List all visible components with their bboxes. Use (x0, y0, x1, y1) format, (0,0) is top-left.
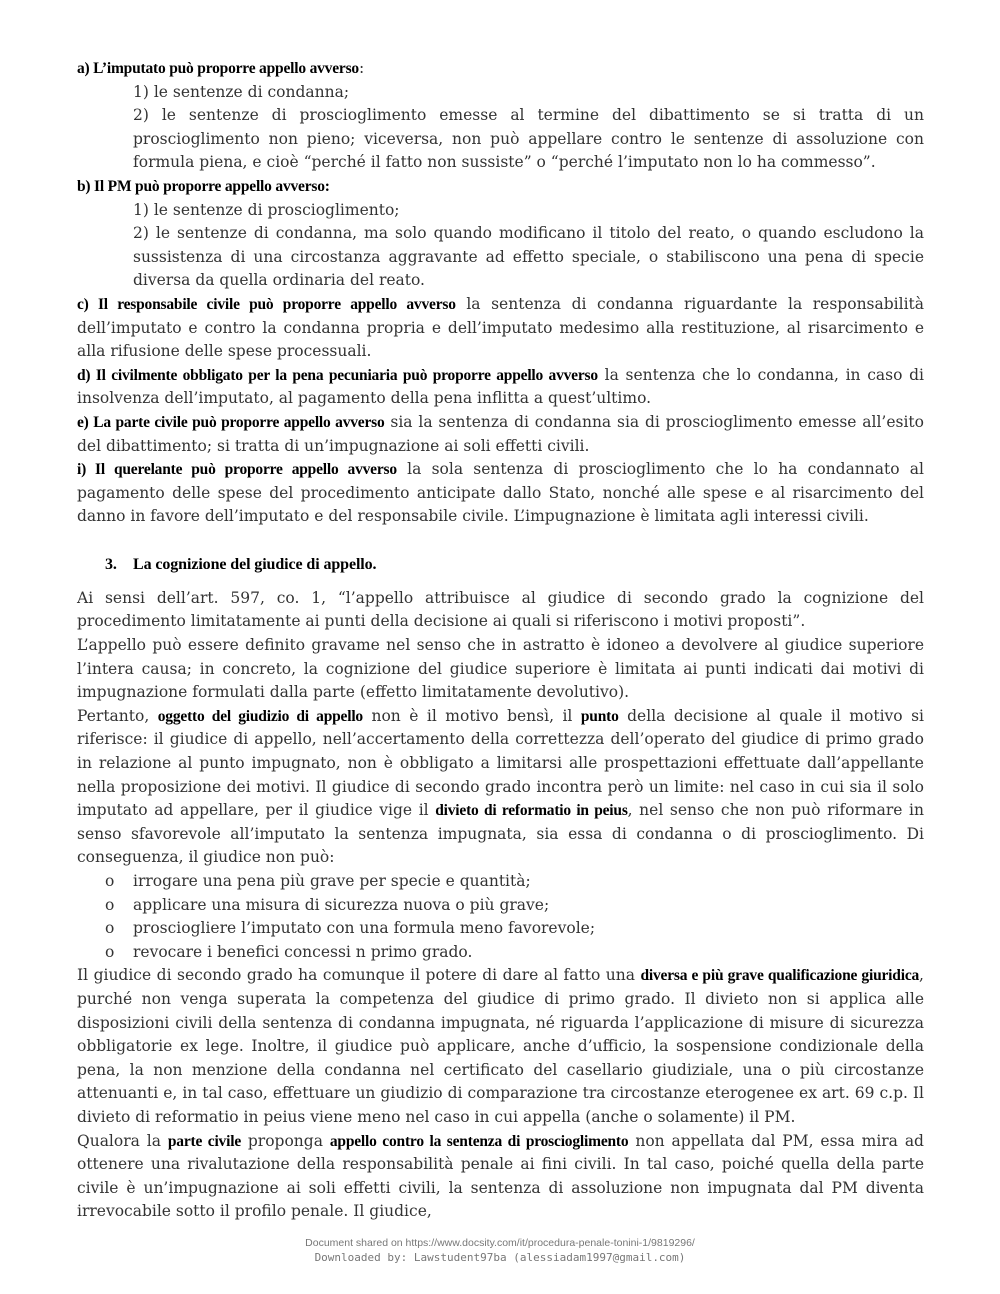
section-c-text: la sentenza di condanna riguardante la responsabilità dell’imputato e contro la condanna propria e dell’imputato medesimo alla restituzione, al risarcimento e alla rifusione delle spese processuali. (77, 294, 925, 361)
section-b-item-2: 2) le sentenze di condanna, ma solo quando modificano il titolo del reato, o quando escludono la sussistenza di una circostanza aggravante ad effetto speciale, o stabiliscono una pena di specie diversa da quella ordinaria del reato. (133, 224, 924, 290)
p3-text-2: non è il motivo bensì, il (362, 706, 581, 725)
p5-bold-2: appello contro la sentenza di proscioglimento (329, 1132, 629, 1150)
section-heading-title: La cognizione del giudice di appello. (133, 555, 377, 573)
section-i-paragraph (77, 458, 924, 529)
section-d-lead: d) Il civilmente obbligato per la pena pecuniaria può proporre appello avverso (77, 366, 598, 384)
body-paragraph-5 (77, 1130, 924, 1224)
body-paragraph-3 (77, 705, 924, 870)
footer-downloaded-by: Downloaded by: Lawstudent97ba (alessiadam1997@gmail.com) (314, 1251, 686, 1264)
section-b-heading (77, 175, 924, 199)
p5-bold-1: parte civile (167, 1132, 241, 1150)
section-b-item-1: 1) le sentenze di proscioglimento; (133, 200, 400, 219)
list-item (77, 894, 924, 918)
list-item-text: irrogare una pena più grave per specie e quantità; (133, 872, 531, 890)
list-item (77, 917, 924, 941)
p5-text-1: Qualora la (77, 1131, 168, 1150)
p3-text-1: Pertanto, (77, 706, 158, 725)
footer-shared-link[interactable]: Document shared on https://www.docsity.com/it/procedura-penale-tonini-1/9819296/ (305, 1237, 695, 1249)
body-paragraph-2: L’appello può essere definito gravame nel senso che in astratto è idoneo a devolvere al giudice superiore l’intera causa; in concreto, la cognizione del giudice superiore è limitata ai punti indicati dai motivi di impugnazione formulati dalla parte (effetto limitatamente devolutivo). (77, 636, 924, 702)
section-a-tail: : (358, 59, 365, 77)
section-heading (77, 553, 924, 577)
section-a-item-1: 1) le sentenze di condanna; (133, 82, 350, 101)
body-paragraph-4 (77, 964, 924, 1129)
list-item-text: applicare una misura di sicurezza nuova o più grave; (133, 895, 550, 914)
document-page (77, 57, 924, 1224)
p5-text-2: proponga (241, 1131, 330, 1150)
section-c-lead: c) Il responsabile civile può proporre appello avverso (77, 295, 456, 313)
p3-bold-1: oggetto del giudizio di appello (157, 707, 363, 725)
section-i-lead: i) Il querelante può proporre appello avverso (77, 461, 397, 479)
p4-bold-1: diversa e più grave qualificazione giuridica (640, 967, 920, 985)
list-item (77, 941, 924, 965)
p4-text-1: Il giudice di secondo grado ha comunque il potere di dare al fatto una (77, 966, 641, 985)
section-d-text: la sentenza che lo condanna, in caso di insolvenza dell’imputato, al pagamento della pena inflitta a quest’ultimo. (77, 365, 924, 408)
section-a-lead: a) L’imputato può proporre appello avverso (77, 60, 359, 77)
section-e-paragraph (77, 411, 924, 458)
bullet-marker: o (105, 895, 115, 914)
p3-bold-2: punto (580, 707, 619, 725)
p5-text-3: non appellata dal PM, essa mira ad ottenere una rivalutazione della responsabilità penale ai fini civili. In tal caso, poiché quella della parte civile è un’impugnazione ai soli effetti civili, la sentenza di assoluzione non impugnata dal PM diventa irrevocabile sotto il profilo penale. Il giudice, (77, 1131, 924, 1221)
section-e-text: sia la sentenza di condanna sia di proscioglimento emesse all’esito del dibattimento; si tratta di un’impugnazione ai soli effetti civili. (77, 412, 924, 455)
list-item-text: revocare i benefici concessi n primo grado. (133, 942, 473, 961)
p3-text-4: , nel senso che non può riformare in senso sfavorevole all’imputato la sentenza impugnata, sia essa di condanna o di proscioglimento. Di conseguenza, il giudice non può: (77, 801, 924, 867)
section-d-paragraph (77, 364, 924, 411)
bullet-marker: o (105, 942, 115, 961)
bullet-marker: o (105, 872, 115, 890)
list-item-text: prosciogliere l’imputato con una formula meno favorevole; (133, 919, 596, 938)
p3-text-3: della decisione al quale il motivo si riferisce: il giudice di appello, nell’accertamento della correttezza dell’operato del giudice di primo grado in relazione al punto impugnato, non è obbligato a limitarsi alle prospettazioni effettuate dall’appellante nella proposizione dei motivi. Il giudice di secondo grado incontra però un limite: nel caso in cui sia il solo imputato ad appellare, per il giudice vige il (77, 706, 925, 820)
section-c-paragraph (77, 293, 924, 364)
p3-bold-3: divieto di reformatio in peius (435, 802, 628, 820)
p4-text-2: , purché non venga superata la competenza del giudice di primo grado. Il divieto non si applica alle disposizioni civili della sentenza di condanna impugnata, né riguarda l’applicazione di misure di sicurezza obbligatorie ex lege. Inoltre, il giudice può applicare, anche d’ufficio, la sospensione condizionale della pena, la non menzione della condanna nel certificato del casellario giudiziale, una o più circostanze attenuanti e, in tal caso, effettuare un giudizio di comparazione tra circostanze eterogenee ex art. 69 c.p. Il divieto di reformatio in peius viene meno nel caso in cui appella (anche o solamente) il PM. (77, 966, 924, 1126)
section-b-lead: b) Il PM può proporre appello avverso: (77, 177, 330, 195)
section-heading-number: 3. (105, 555, 117, 573)
bullet-list (77, 870, 924, 964)
section-e-lead: e) La parte civile può proporre appello avverso (77, 413, 385, 431)
section-a-heading (77, 57, 924, 81)
section-a-item-2: 2) le sentenze di proscioglimento emesse al termine del dibattimento se si tratta di un proscioglimento non pieno; viceversa, non può appellare contro le sentenze di assoluzione con formula piena, e cioè “perché il fatto non sussiste” o “perché l’imputato non lo ha commesso”. (133, 106, 924, 172)
bullet-marker: o (105, 919, 115, 938)
section-i-text: la sola sentenza di proscioglimento che lo ha condannato al pagamento delle spese del procedimento anticipate dallo Stato, nonché alle spese e al risarcimento del danno in favore dell’imputato e del responsabile civile. L’impugnazione è limitata agli interessi civili. (77, 460, 925, 526)
body-paragraph-1: Ai sensi dell’art. 597, co. 1, “l’appello attribuisce al giudice di secondo grado la cognizione del procedimento limitatamente ai punti della decisione ai quali si riferiscono i motivi proposti”. (77, 588, 924, 631)
list-item (77, 870, 924, 894)
